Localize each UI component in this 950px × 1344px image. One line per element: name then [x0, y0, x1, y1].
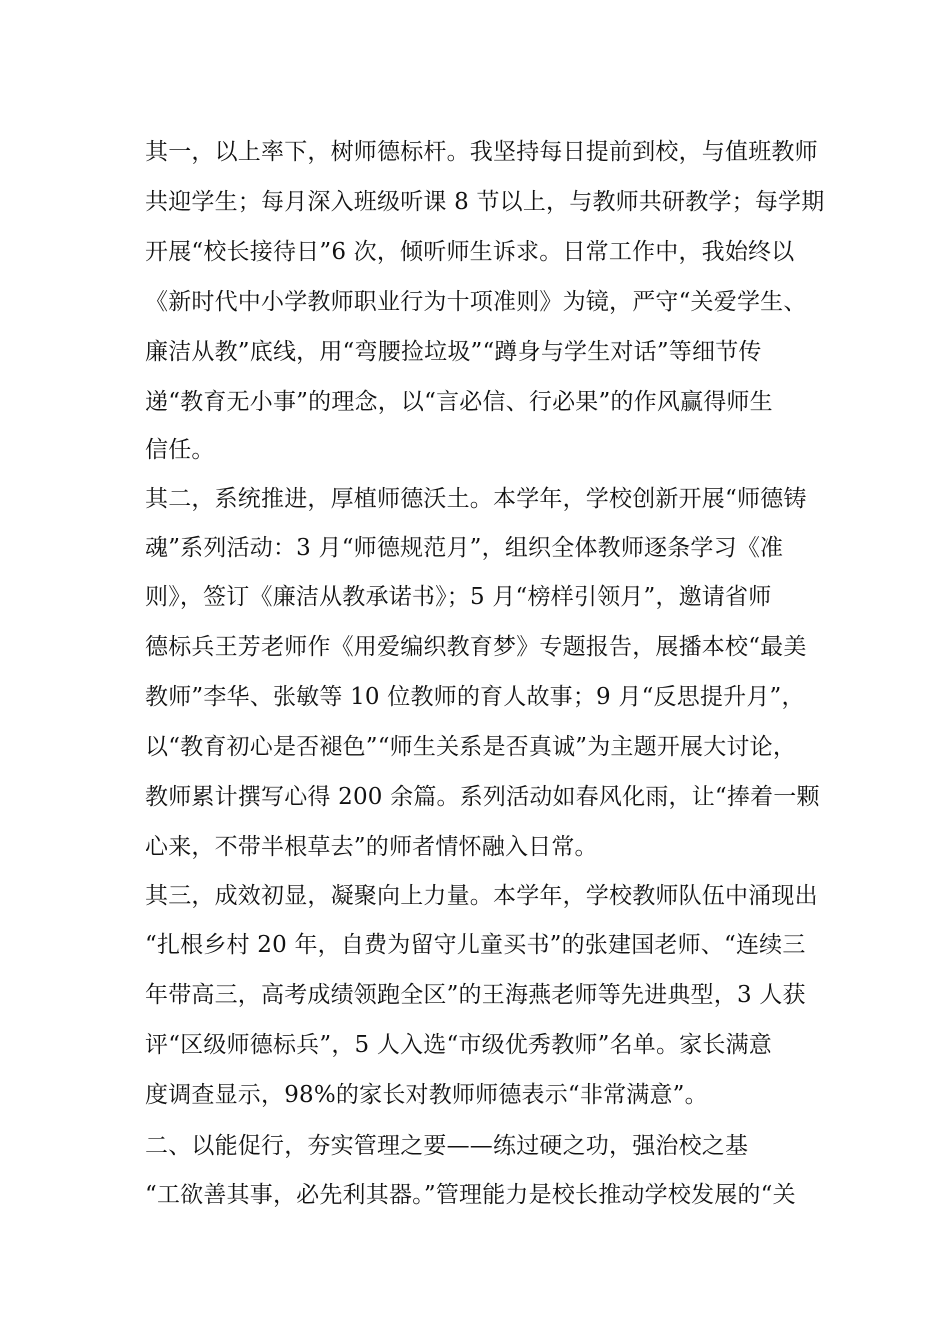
text-line: 《新时代中小学教师职业行为十项准则》为镜，严守“关爱学生、: [145, 289, 807, 315]
text-line: 其一，以上率下，树师德标杆。我坚持每日提前到校，与值班教师: [145, 139, 818, 165]
text-line: 教师累计撰写心得 200 余篇。系列活动如春风化雨，让“捧着一颗: [145, 784, 820, 810]
text-line: 度调查显示，98%的家长对教师师德表示“非常满意”。: [145, 1082, 708, 1108]
text-line: 其三，成效初显，凝聚向上力量。本学年，学校教师队伍中涌现出: [145, 883, 818, 909]
text-line: 心来，不带半根草去”的师者情怀融入日常。: [145, 834, 598, 860]
text-line: 共迎学生；每月深入班级听课 8 节以上，与教师共研教学；每学期: [145, 189, 825, 215]
text-line: 评“区级师德标兵”，5 人入选“市级优秀教师”名单。家长满意: [145, 1032, 772, 1058]
text-line: “工欲善其事，必先利其器。”管理能力是校长推动学校发展的“关: [145, 1182, 796, 1208]
text-line: 则》，签订《廉洁从教承诺书》；5 月“榜样引领月”，邀请省师: [145, 584, 772, 610]
text-line: 开展“校长接待日”6 次，倾听师生诉求。日常工作中，我始终以: [145, 239, 795, 265]
text-line: 递“教育无小事”的理念，以“言必信、行必果”的作风赢得师生: [145, 389, 773, 415]
text-line: 教师”李华、张敏等 10 位教师的育人故事；9 月“反思提升月”，: [145, 684, 805, 710]
text-line: “扎根乡村 20 年，自费为留守儿童买书”的张建国老师、“连续三: [145, 932, 806, 958]
text-line: 廉洁从教”底线，用“弯腰捡垃圾”“蹲身与学生对话”等细节传: [145, 339, 762, 365]
section-heading: 二、以能促行，夯实管理之要——练过硬之功，强治校之基: [145, 1133, 749, 1159]
text-line: 魂”系列活动：3 月“师德规范月”，组织全体教师逐条学习《准: [145, 535, 784, 561]
text-line: 其二，系统推进，厚植师德沃土。本学年，学校创新开展“师德铸: [145, 486, 807, 512]
text-line: 德标兵王芳老师作《用爱编织教育梦》专题报告，展播本校“最美: [145, 634, 807, 660]
text-line: 年带高三，高考成绩领跑全区”的王海燕老师等先进典型，3 人获: [145, 982, 806, 1008]
text-line: 信任。: [145, 437, 215, 463]
text-line: 以“教育初心是否褪色”“师生关系是否真诚”为主题开展大讨论，: [145, 734, 797, 760]
